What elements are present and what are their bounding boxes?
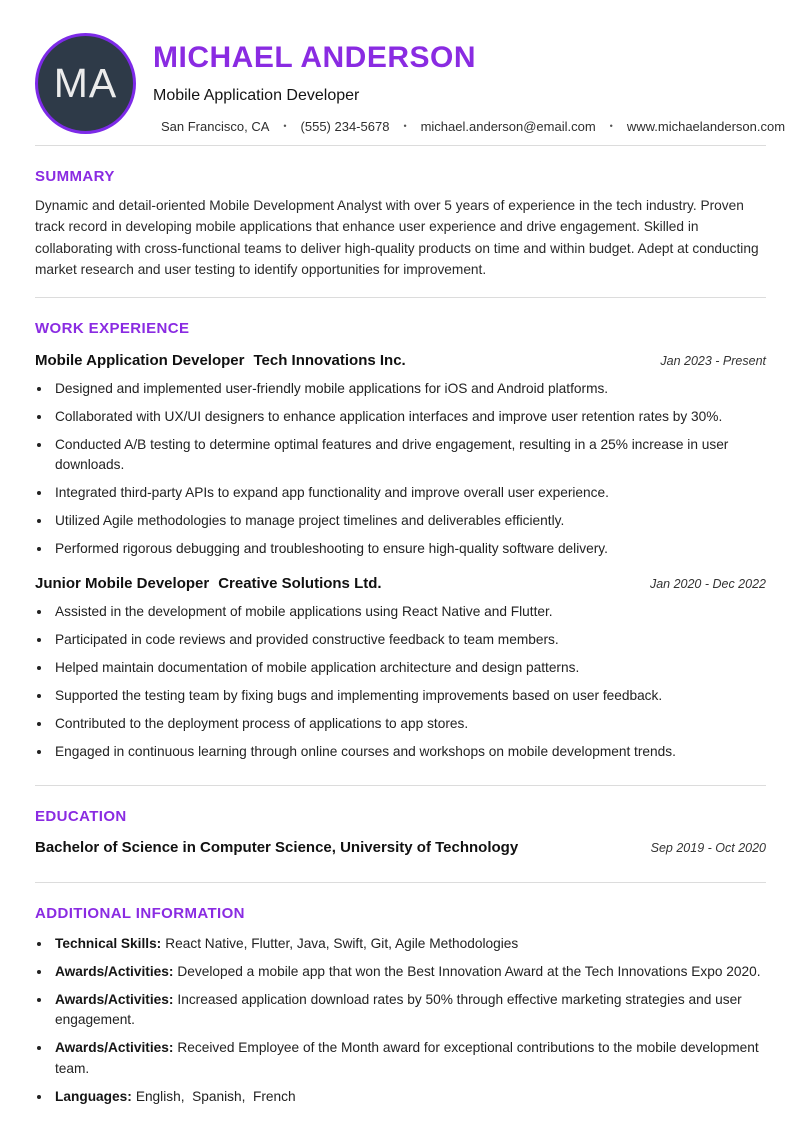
job-title-group bbox=[35, 575, 382, 593]
additional-item-text: Increased application download rates by 50% through effective marketing strategies and user engagement. bbox=[55, 991, 746, 1028]
education-entry bbox=[35, 839, 766, 856]
job-bullet: • Integrated third-party APIs to expand app functionality and improve overall user experience. bbox=[52, 483, 766, 504]
additional-item-label: Awards/Activities: bbox=[55, 963, 174, 979]
job-entry bbox=[35, 352, 766, 560]
section-divider bbox=[35, 145, 766, 146]
contact-email: michael.anderson@email.com bbox=[420, 118, 596, 134]
section-divider bbox=[35, 785, 766, 786]
contact-phone: (555) 234-5678 bbox=[300, 118, 390, 134]
job-bullet: • Collaborated with UX/UI designers to enhance application interfaces and improve user retention rates by 30%. bbox=[52, 407, 766, 428]
contact-separator-dot: • bbox=[403, 121, 407, 131]
section-divider bbox=[35, 882, 766, 883]
avatar-initials: MA bbox=[53, 60, 118, 106]
job-bullet: • Designed and implemented user-friendly mobile applications for iOS and Android platforms. bbox=[52, 379, 766, 400]
job-entry bbox=[35, 575, 766, 763]
education-heading: EDUCATION bbox=[35, 807, 127, 825]
additional-item-text: Received Employee of the Month award for exceptional contributions to the mobile development team. bbox=[55, 1040, 763, 1076]
additional-item-label: Awards/Activities: bbox=[55, 991, 174, 1007]
job-title-group bbox=[35, 352, 406, 370]
job-bullet: • Contributed to the deployment process of applications to app stores. bbox=[52, 714, 766, 735]
work-heading: WORK EXPERIENCE bbox=[35, 319, 190, 337]
job-bullet: • Supported the testing team by fixing bugs and implementing improvements based on user feedback. bbox=[52, 686, 766, 707]
job-bullet: • Helped maintain documentation of mobile application architecture and design patterns. bbox=[52, 658, 766, 679]
section-additional-information bbox=[35, 905, 766, 1108]
job-bullet-list bbox=[35, 379, 766, 560]
additional-item bbox=[52, 1038, 766, 1079]
additional-item-label: Technical Skills: bbox=[55, 935, 162, 951]
contact-website: www.michaelanderson.com bbox=[626, 118, 786, 134]
additional-item-label: Languages: bbox=[55, 1088, 132, 1104]
header-text bbox=[153, 33, 786, 134]
job-bullet: • Participated in code reviews and provided constructive feedback to team members. bbox=[52, 630, 766, 651]
job-bullet: • Engaged in continuous learning through online courses and workshops on mobile development trends. bbox=[52, 742, 766, 763]
additional-item-text: React Native, Flutter, Java, Swift, Git, Agile Methodologies bbox=[165, 935, 519, 951]
summary-heading: SUMMARY bbox=[35, 168, 115, 185]
header bbox=[35, 33, 786, 134]
section-work-experience bbox=[35, 320, 766, 763]
additional-list bbox=[35, 934, 766, 1108]
job-header bbox=[35, 352, 766, 370]
job-bullet: • Conducted A/B testing to determine optimal features and drive engagement, resulting in a 25% increase in user downloads. bbox=[52, 435, 766, 476]
job-bullet-list bbox=[35, 602, 766, 763]
job-bullet: • Utilized Agile methodologies to manage project timelines and deliverables efficiently. bbox=[52, 511, 766, 532]
additional-item-text: Developed a mobile app that won the Best Innovation Award at the Tech Innovations Expo 2020. bbox=[177, 963, 761, 979]
additional-item bbox=[52, 1087, 766, 1108]
avatar bbox=[35, 33, 136, 134]
additional-item bbox=[52, 990, 766, 1031]
summary-text: Dynamic and detail-oriented Mobile Development Analyst with over 5 years of experience in the tech industry. Proven track record in developing mobile applications that enhance user experience and drive engagement. Skilled in collaborating with cross-functional teams to deliver high-quality products on time and within budget. Adept at conducting market research and user testing to identify opportunities for improvement. bbox=[35, 198, 759, 278]
contact-row bbox=[153, 118, 786, 134]
job-title: Junior Mobile Developer bbox=[35, 574, 210, 592]
job-bullet: • Assisted in the development of mobile applications using React Native and Flutter. bbox=[52, 602, 766, 623]
job-header bbox=[35, 575, 766, 593]
section-summary bbox=[35, 168, 766, 281]
additional-item bbox=[52, 934, 766, 955]
job-dates: Jan 2023 - Present bbox=[660, 353, 766, 368]
job-subtitle: Mobile Application Developer bbox=[153, 86, 360, 104]
section-education bbox=[35, 808, 766, 856]
education-dates: Sep 2019 - Oct 2020 bbox=[650, 840, 766, 855]
contact-separator-dot: • bbox=[283, 121, 287, 131]
additional-item bbox=[52, 962, 766, 983]
job-bullet: • Performed rigorous debugging and troubleshooting to ensure high-quality software delivery. bbox=[52, 539, 766, 560]
name-heading: MICHAEL ANDERSON bbox=[153, 41, 477, 74]
additional-heading: ADDITIONAL INFORMATION bbox=[35, 904, 245, 922]
additional-item-text: English, Spanish, French bbox=[135, 1088, 296, 1104]
education-degree: Bachelor of Science in Computer Science, University of Technology bbox=[35, 838, 519, 856]
additional-item-label: Awards/Activities: bbox=[55, 1040, 174, 1056]
contact-separator-dot: • bbox=[609, 121, 613, 131]
job-dates: Jan 2020 - Dec 2022 bbox=[649, 576, 766, 591]
job-company: Creative Solutions Ltd. bbox=[218, 574, 382, 592]
section-divider bbox=[35, 297, 766, 298]
job-title: Mobile Application Developer bbox=[35, 351, 245, 369]
contact-location: San Francisco, CA bbox=[161, 118, 270, 134]
job-company: Tech Innovations Inc. bbox=[253, 351, 406, 369]
